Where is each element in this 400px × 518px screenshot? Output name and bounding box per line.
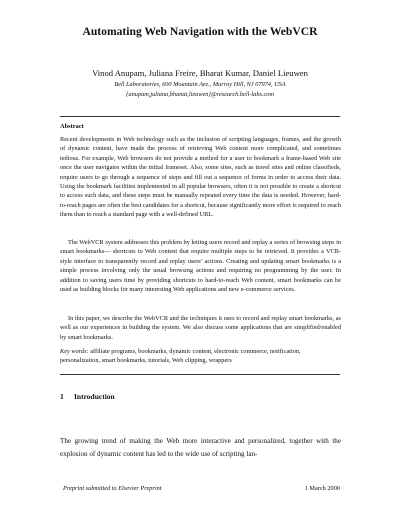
section-heading — [60, 392, 115, 401]
keywords-text: affiliate programs, bookmarks, dynamic content, electronic commerce, notification, personalization, smart bookmarks, tutorials, Web clipping, wrappers — [60, 348, 301, 365]
author-list: Vinod Anupam, Juliana Freire, Bharat Kumar, Daniel Lieuwen — [92, 68, 308, 78]
abstract-paragraph-1: Recent developments in Web technology such as the inclusion of scripting languages, frames, and the growth of dynamic content, have made the process of retrieving Web content more complicated, and sometimes tedious. For example, Web browsers do not provide a method for a user to bookmark a frame-based Web site once the user navigates within the initial frameset. Also, some sites, such as travel sites and online classifieds, require users to go through a sequence of steps and fill out a sequence of forms in order to access their data. Using the bookmark facilities implemented in all popular browsers, often it is not possible to create a shortcut to access such data, and these steps must be manually repeated every time the data is needed. However, hard-to-reach pages are often the best candidates for a shortcut, because significantly more effort is required to reach them than to reach a standard page with a well-defined URL. — [60, 136, 341, 219]
body-paragraph: The growing trend of making the Web more interactive and personalized, together with the explosion of dynamic content has led to the wide use of scripting lan- — [60, 437, 341, 458]
section-title: Introduction — [74, 392, 115, 401]
abstract-paragraph-3: In this paper, we describe the WebVCR and the techniques it uses to record and replay smart bookmarks, as well as our experiences in building the system. We also discuss some applications that are simplified/enabled by smart bookmarks. — [60, 315, 341, 341]
abstract-paragraph-2: The WebVCR system addresses this problem by letting users record and replay a series of browsing steps in smart bookmarks— shortcuts to Web content that require multiple steps to be retrieved. It provides a VCR-style interface to transparently record and replay users’ actions. Creating and updating smart bookmarks is a simple process involving only the usual browsing actions and requiring no programming by the user. In addition to saving users time by providing shortcuts to hard-to-reach Web content, smart bookmarks can be used as building blocks for many interesting Web applications and new e-commerce services. — [60, 239, 341, 294]
keywords-label: Key words: — [60, 348, 89, 355]
section-number: 1 — [60, 392, 64, 401]
paper-title: Automating Web Navigation with the WebVCR — [82, 25, 318, 38]
footer-date: 1 March 2000 — [304, 485, 340, 492]
footer-preprint: Preprint submitted to Elsevier Preprint — [63, 485, 162, 492]
abstract-top-rule — [60, 116, 340, 117]
abstract-heading: Abstract — [60, 123, 84, 130]
author-emails: {anupam,juliana,bhanat,lieuwen}@research.bell-labs.com — [125, 91, 274, 98]
affiliation: Bell Laboratories, 600 Mountain Ave., Murray Hill, NJ 07974, USA — [114, 81, 286, 88]
keywords — [60, 347, 341, 366]
abstract-bottom-rule — [60, 374, 340, 375]
